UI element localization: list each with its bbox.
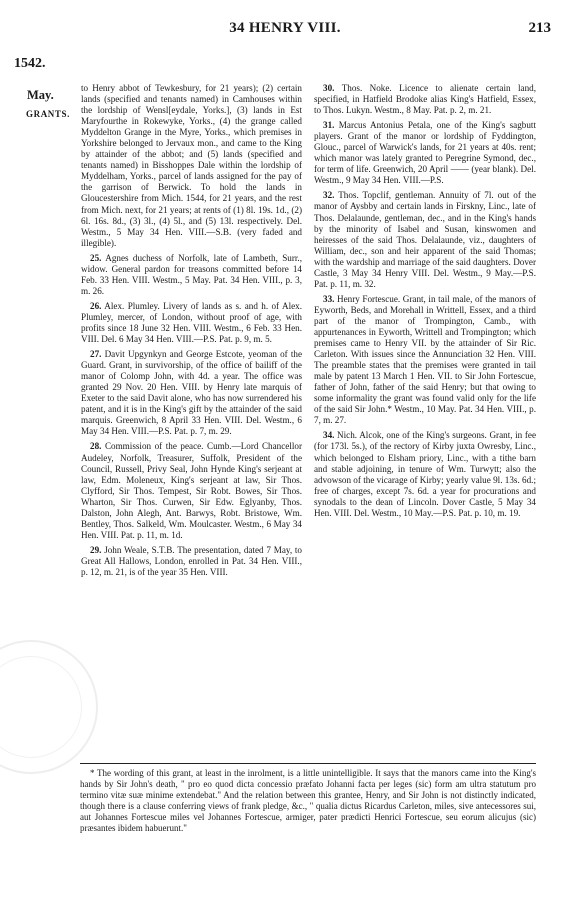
footnote xyxy=(80,768,536,888)
entry-text: to Henry abbot of Tewkesbury, for 21 years); (2) certain lands (specified and tenants named) in Camhouses within the lordship of Wensl[eydale, Yorks.], (3) lands in Est Maryfourthe in Rokewyke, Yorks., (4) the grange called Myddelton Grange in the Myre, Yorks., which premises in Yorkshire belonged to Jervaux mon., and came to the King by attainder of the abbot; and (5) lands (specified and tenants named) in Bisshoppes Dale within the lordship of Myddelham, Yorks., parcel of lands assigned for the pay of the garrison of Berwick. To hold the lands in Gloucestershire from Mich. 1544, for 21 years, and the rest from Mich. next, for 21 years; at rents of (1) 8l. 19s. 1d., (2) 6l. 16s. 8d., (3) 3l., (4) 5l., and (5) 13l. respectively. Del. Westm., 5 May 34 Hen. VIII.—S.B. (very faded and illegible). xyxy=(81,83,302,248)
running-head xyxy=(0,20,567,42)
footnote-text: * The wording of this grant, at least in the inrolment, is a little unintelligible. It says that the manors came into the King's hands by Sir John's death, " pro eo quod dicta concessio præfato Johanni facta per leges (sic) form am ultra statutum pro termino vitæ suæ minime extendebat." And the relation between this grantee, Henry, and Sir John is not distinctly indicated, though there is a clause conferring views of frank pledge, &c., " qualia dictus Ricardus Carleton, miles, sive antecessores sui, aut Johannes Fortescue miles vel Johannes Fortescue, armiger, pater prædicti Henrici Fortescue, seu eorum alicujus (sic) præsantes ibidem habuerunt." xyxy=(80,768,536,833)
text-column-right xyxy=(314,83,536,758)
entry-text: Agnes duchess of Norfolk, late of Lambeth, Surr., widow. General pardon for treasons committed before 14 Feb. 33 Hen. VIII. Westm., 5 May. Pat. 34 Hen. VIII., p. 3, m. 26. xyxy=(81,252,302,296)
running-title: 34 HENRY VIII. xyxy=(229,20,341,36)
entry-text: Nich. Alcok, one of the King's surgeons. Grant, in fee (for 173l. 5s.), of the rectory of Kirby juxta Owresby, Linc., which belonged to Elsham priory, Linc., with a tithe barn and stable adjoining, in tenure of Wm. Turwytt; also the advowson of the vicarage of Kirby; yearly value 9l. 13s. 6d.; free of charges, except 7s. 6d. a year for procurations and synodals to the dean of Lincoln. Dover Castle, 5 May 34 Hen. VIII. Del. Westm., 10 May.—P.S. Pat. p. 10, m. 19. xyxy=(314,430,536,518)
footnote-divider xyxy=(80,763,536,764)
entry-number: 32. xyxy=(323,190,335,201)
entry-number: 31. xyxy=(323,120,335,131)
margin-notes xyxy=(14,56,72,119)
entry-continued xyxy=(81,83,302,249)
entry-number: 30. xyxy=(323,83,335,93)
entry-text: Thos. Topclif, gentleman. Annuity of 7l. out of the manor of Aysbby and certain lands in Firskny, Linc., late of Thos. Delalaunde, gentleman, dec., and in the King's hands by the minority of Isabel and Susan, kinswomen and heiresses of the said Thos. Delalaunde, viz., daughters of William, dec., son and heir apparent of the said Thomas; with the wardship and marriage of the said daughters. Dover Castle, 3 May 34 Henry VIII. Del. Westm., 9 May.—P.S. Pat. p. 11, m. 32. xyxy=(314,190,536,289)
entry-29 xyxy=(81,545,302,578)
page-number: 213 xyxy=(528,20,551,36)
entry-34 xyxy=(314,430,536,518)
entry-32 xyxy=(314,190,536,289)
entry-number: 28. xyxy=(90,441,102,452)
entry-text: Marcus Antonius Petala, one of the King's sagbutt players. Grant of the manor or lordship of Fyddington, Glouc., parcel of Warwick's lands, for 21 years at 40s. rent; which manor was lately granted to Peregrine Symond, dec., for term of life. Greenwich, 20 April —— (year blank). Del. Westm., 9 May 34 Hen. VIII.—P.S. xyxy=(314,120,536,186)
entry-text: Alex. Plumley. Livery of lands as s. and h. of Alex. Plumley, mercer, of London, without proof of age, with profits since 18 June 32 Hen. VIII. Westm., 6 Feb. 33 Hen. VIII. Del. 6 May 34 Hen. VIII.—P.S. Pat. p. 9, m. 5. xyxy=(81,300,302,345)
entry-text: John Weale, S.T.B. The presentation, dated 7 May, to Great All Hallows, London, enrolled in Pat. 34 Hen. VIII., p. 12, m. 21, is of the year 35 Hen. VIII. xyxy=(81,544,302,577)
entry-26 xyxy=(81,301,302,345)
entry-number: 25. xyxy=(90,252,102,263)
margin-section: GRANTS. xyxy=(26,109,70,119)
entry-30 xyxy=(314,83,536,116)
margin-month: May. xyxy=(27,88,54,102)
entry-27 xyxy=(81,349,302,437)
entry-25 xyxy=(81,253,302,297)
entry-text: Henry Fortescue. Grant, in tail male, of the manors of Eyworth, Beds, and Morehall in Writtell, Essex, and a third part of the manor of Trompington, Camb., with appurtenances in Eyworth, Writtell and Trompington; which premises came to Henry VII. by the attainder of Sir Ric. Carleton. With issues since the Annunciation 32 Hen. VIII. The preamble states that the premises were granted in tail male by patent 13 March 1 Hen. VII. to Sir John Fortescue, father of John, father of the said Henry; but that owing to some informality the grant was found valid only for the life of the said Sir John.* Westm., 10 May. Pat. 34 Hen. VIII., p. 7, m. 27. xyxy=(314,293,536,426)
entry-number: 29. xyxy=(90,544,102,555)
entry-number: 33. xyxy=(323,293,335,304)
text-column-left xyxy=(81,83,302,758)
entry-28 xyxy=(81,441,302,540)
entry-text: Commission of the peace. Cumb.—Lord Chancellor Audeley, Norfolk, Treasurer, Suffolk, President of the Council, Russell, Privy Seal, John Hynde King's serjeant at law, Edm. Moleneux, King's serjeant at law, Sir Thos. Clyfford, Sir Thos. Tempest, Sir Robt. Bowes, Sir Thos. Wharton, Sir Thos. Curwen, Sir Edw. Eglyanby, Thos. Dalston, John Alegh, Ant. Barwys, Robt. Bristowe, Wm. Bentley, Thos. Salkeld, Wm. Moulcaster. Westm., 6 May 34 Hen. VIII. Pat. p. 11, m. 1d. xyxy=(81,441,302,540)
entry-33 xyxy=(314,294,536,427)
entry-number: 27. xyxy=(90,349,102,360)
entry-number: 26. xyxy=(90,300,102,311)
margin-year: 1542. xyxy=(14,56,46,71)
entry-text: Davit Upgynkyn and George Estcote, yeoman of the Guard. Grant, in survivorship, of the office of bailiff of the manor of Colomp John, with 4d. a year. The office was granted 29 Nov. 20 Hen. VIII. by Henry late marquis of Exeter to the said Davit alone, who has now surrendered his patent, and it is in the King's gift by the attainder of the said marquis. Greenwich, 8 April 33 Hen. VIII. Del. Westm., 6 May 34 Hen. VIII.—P.S. Pat. p. 7, m. 29. xyxy=(81,349,302,437)
entry-number: 34. xyxy=(323,430,335,441)
entry-31 xyxy=(314,120,536,186)
entry-text: Thos. Noke. Licence to alienate certain land, specified, in Hatfield Brodoke alias King's Hatfield, Essex, to Thos. Lukyn. Westm., 8 May. Pat. p. 2, m. 21. xyxy=(314,83,536,116)
